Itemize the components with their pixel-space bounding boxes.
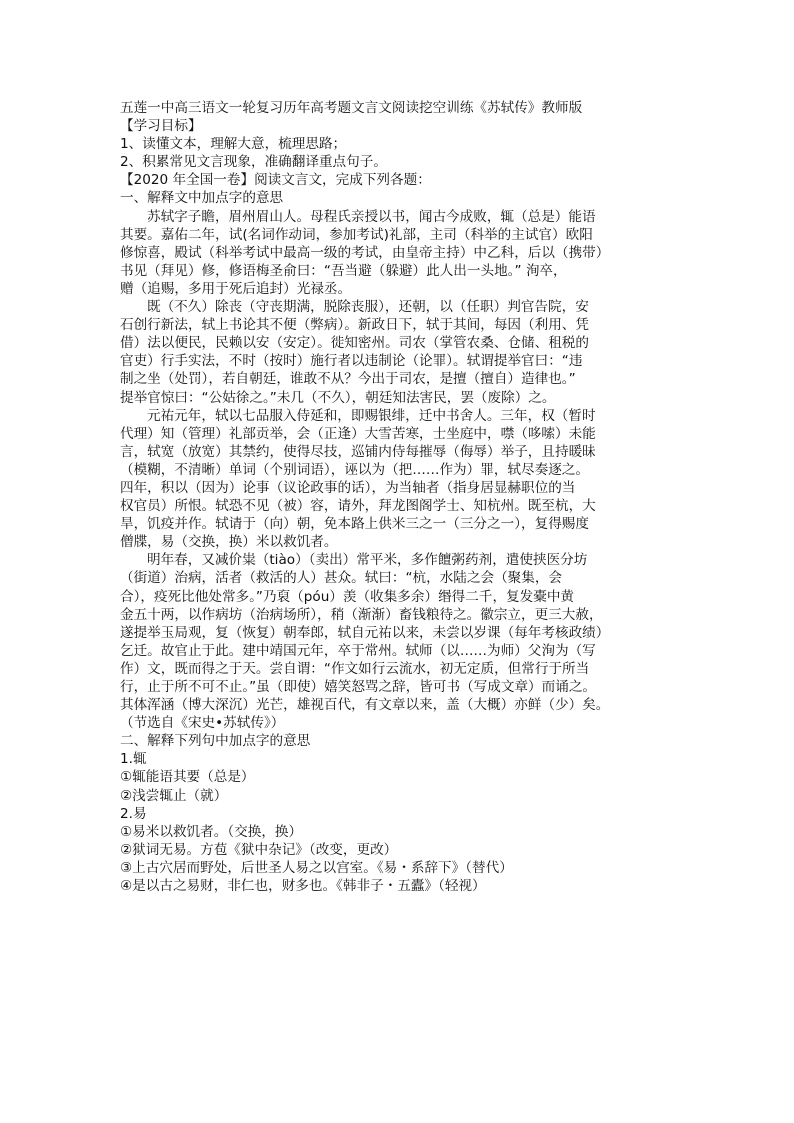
text-line: 金五十两，以作病坊（治病场所），稍（渐渐）畜钱粮待之。徽宗立，更三大赦， (120, 606, 603, 623)
text-line: 制之坐（处罚），若自朝廷，谁敢不从？今出于司农，是擅（擅自）造律也。” (120, 371, 576, 388)
text-line: 明年春，又减价粜（tiào）（卖出）常平米，多作饘粥药剂，遣使挟医分坊 (147, 552, 588, 569)
word-group-label: 2.易 (120, 805, 147, 822)
word-group-2 (120, 805, 676, 895)
text-line: 权官员）所恨。轼恐不见（被）容，请外，拜龙图阁学士、知杭州。既至杭，大 (120, 498, 596, 515)
objective-item: 1、读懂文本，理解大意，梳理思路； (120, 136, 347, 153)
text-line: 官吏）行手实法，不时（按时）施行者以违制论（论罪）。轼谓提举官曰：“违 (120, 353, 583, 370)
word-group-item: ②狱词无易。方苞《狱中杂记》（改变，更改） (120, 841, 398, 858)
text-line: 借）法以便民，民赖以安（安定）。徙知密州。司农（掌管农桑、仓储、租税的 (120, 335, 589, 352)
document-page (120, 99, 676, 895)
objectives-heading: 【学习目标】 (120, 118, 202, 135)
text-line: 合），疫死比他处常多。”乃裒（póu）羡（收集多余）缗得二千，复发橐中黄 (120, 588, 575, 605)
word-group-item: ③上古穴居而野处，后世圣人易之以宫室。《易・系辞下》（替代） (120, 859, 513, 876)
word-group-item: ①辄能语其要（总是） (120, 769, 255, 786)
text-line: 代理）知（管理）礼部贡举，会（正逢）大雪苦寒，士坐庭中，噤（哆嗦）未能 (120, 425, 596, 442)
text-line: 行，止于所不可不止。”虽（即使）嬉笑怒骂之辞，皆可书（写成文章）而诵之。 (120, 679, 597, 695)
text-line: 作）文，既而得之于天。尝自谓：“作文如行云流水，初无定质，但常行于所当 (120, 660, 590, 677)
text-line: 旱，饥疫并作。轼请于（向）朝，免本路上供米三之一（三分之一），复得赐度 (120, 516, 589, 533)
text-line: （街道）治病，活者（救活的人）甚众。轼曰：“杭，水陆之会（聚集，会 (120, 570, 563, 587)
word-group-item: ④是以古之易财，非仁也，财多也。《韩非子・五蠹》（轻视） (120, 878, 486, 895)
text-line: 提举官惊曰：“公姑徐之。”未几（不久），朝廷知法害民，罢（废除）之。 (120, 389, 556, 406)
word-group-label: 1.辄 (120, 751, 147, 768)
text-line: 元祐元年，轼以七品服入侍延和，即赐银绯，迁中书舍人。三年，权（暂时 (147, 407, 596, 424)
section2-heading: 二、解释下列句中加点字的意思 (120, 733, 311, 750)
paragraph-3 (120, 407, 676, 552)
text-line: 乞迁。故官止于此。建中靖国元年，卒于常州。轼师（以……为师）父洵为（写 (120, 642, 596, 659)
text-line: 其要。嘉佑二年，试(名词作动词，参加考试)礼部，主司（科举的主试官）欧阳 (120, 226, 593, 243)
text-line: 其体浑涵（博大深沉）光芒，雄视百代，有文章以来，盖（大概）亦鲜（少）矣。 (120, 697, 610, 714)
text-line: （模糊，不清晰）单词（个别词语），诬以为（把……作为）罪，轼尽奏逐之。 (120, 461, 589, 478)
objective-item: 2、积累常见文言现象，准确翻译重点句子。 (120, 154, 387, 171)
source-citation: （节选自《宋史•苏轼传》） (120, 715, 285, 732)
text-line: 书见（拜见）修，修语梅圣俞曰：“吾当避（躲避）此人出一头地。” 洵卒， (120, 262, 567, 279)
text-line: 遂提举玉局观，复（恢复）朝奉郎，轼自元祐以来，未尝以岁课（每年考核政绩） (120, 624, 610, 641)
text-line: 石创行新法，轼上书论其不便（弊病）。新政日下，轼于其间，每因（利用、凭 (120, 317, 589, 334)
word-group-item: ②浅尝辄止（就） (120, 787, 228, 804)
text-line: 苏轼字子瞻，眉州眉山人。母程氏亲授以书，闻古今成败，辄（总是）能语 (147, 208, 596, 225)
text-line: 言，轼宽（放宽）其禁约，使得尽技，巡铺内侍每摧辱（侮辱）举子，且持暖昧 (120, 443, 596, 460)
paragraph-4 (120, 551, 676, 732)
text-line: 既（不久）除丧（守丧期满，脱除丧服），还朝，以（任职）判官告院，安 (147, 299, 589, 316)
paragraph-1 (120, 208, 676, 298)
word-group-1 (120, 750, 676, 804)
word-group-item: ①易米以救饥者。（交换，换） (120, 823, 303, 840)
text-line: 四年，积以（因为）论事（议论政事的话），为当轴者（指身居显赫职位的当 (120, 479, 576, 496)
section1-heading: 一、解释文中加点字的意思 (120, 190, 284, 207)
paragraph-2 (120, 298, 676, 407)
text-line: 赠（追赐，多用于死后追封）光禄丞。 (120, 280, 352, 297)
exam-intro: 【2020 年全国一卷】阅读文言文，完成下列各题： (120, 172, 431, 189)
document-title: 五莲一中高三语文一轮复习历年高考题文言文阅读挖空训练《苏轼传》教师版 (120, 100, 583, 116)
text-line: 僧牒，易（交换，换）米以救饥者。 (120, 534, 338, 551)
text-line: 修惊喜，殿试（科举考试中最高一级的考试，由皇帝主持）中乙科，后以（携带） (120, 244, 610, 261)
